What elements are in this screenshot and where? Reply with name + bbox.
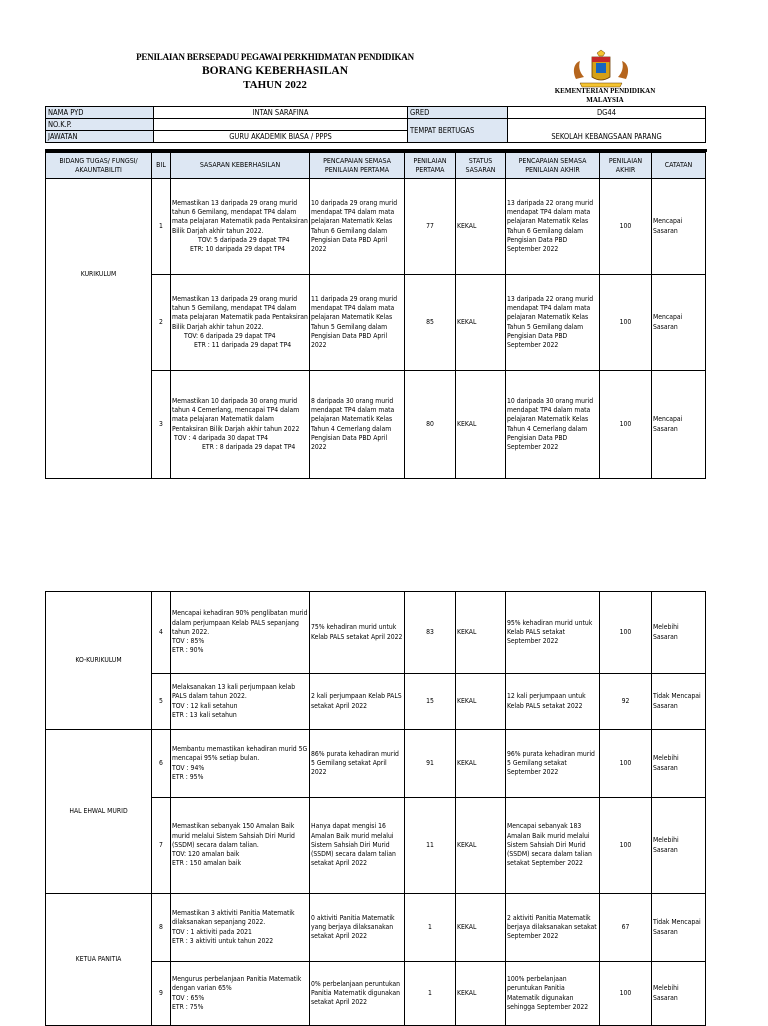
status-cell: KEKAL: [456, 592, 506, 674]
pencapaian-semasa-cell: 86% purata kehadiran murid 5 Gemilang setakat April 2022: [310, 730, 405, 798]
pencapaian-semasa-cell: 10 daripada 29 orang murid mendapat TP4 dalam mata pelajaran Matematik Kelas Tahun 6 Gemilang dalam Pengisian Data PBD April 2022: [310, 179, 405, 275]
penilaian-akhir-cell: 100: [600, 371, 652, 479]
table-row: [46, 894, 706, 962]
pencapaian-akhir-cell: 13 daripada 22 orang murid mendapat TP4 dalam mata pelajaran Matematik Kelas Tahun 6 Gemilang dalam Pengisian Data PBD September 2022: [506, 179, 600, 275]
penilaian-pertama-cell: 85: [405, 275, 456, 371]
jawatan-value: GURU AKADEMIK BIASA / PPPS: [154, 131, 408, 143]
sasaran-cell: Memastikan 3 aktiviti Panitia Matematik dilaksanakan sepanjang 2022. TOV : 1 aktiviti pada 2021 ETR : 3 aktiviti untuk tahun 2022: [171, 894, 310, 962]
pencapaian-akhir-cell: 95% kehadiran murid untuk Kelab PALS setakat September 2022: [506, 592, 600, 674]
table-row: [46, 371, 706, 479]
status-cell: KEKAL: [456, 798, 506, 894]
gred-value: DG44: [508, 107, 706, 119]
penilaian-pertama-cell: 91: [405, 730, 456, 798]
sasaran-cell: Mengurus perbelanjaan Panitia Matematik dengan varian 65% TOV : 65% ETR : 75%: [171, 962, 310, 1026]
bidang-cell: KURIKULUM: [46, 179, 152, 371]
form-year: TAHUN 2022: [243, 79, 307, 91]
catatan-cell: Melebihi Sasaran: [652, 962, 706, 1026]
pencapaian-akhir-cell: 2 aktiviti Panitia Matematik berjaya dilaksanakan setakat September 2022: [506, 894, 600, 962]
catatan-cell: Tidak Mencapai Sasaran: [652, 674, 706, 730]
bil-cell: 6: [152, 730, 171, 798]
penilaian-akhir-cell: 100: [600, 730, 652, 798]
pencapaian-semasa-cell: 0% perbelanjaan peruntukan Panitia Matematik digunakan setakat April 2022: [310, 962, 405, 1026]
staff-info-table: [45, 106, 706, 143]
col-catatan: CATATAN: [652, 153, 706, 179]
table-row: [46, 179, 706, 275]
pencapaian-akhir-cell: 12 kali perjumpaan untuk Kelab PALS setakat 2022: [506, 674, 600, 730]
catatan-cell: Melebihi Sasaran: [652, 730, 706, 798]
penilaian-pertama-cell: 1: [405, 962, 456, 1026]
bil-cell: 9: [152, 962, 171, 1026]
bidang-cell: KETUA PANITIA: [46, 894, 152, 1026]
penilaian-akhir-cell: 67: [600, 894, 652, 962]
catatan-cell: Tidak Mencapai Sasaran: [652, 894, 706, 962]
pencapaian-akhir-cell: Mencapai sebanyak 183 Amalan Baik murid melalui Sistem Sahsiah Diri Murid (SSDM) secara dalam talian setakat September 2022: [506, 798, 600, 894]
sasaran-cell: Melaksanakan 13 kali perjumpaan kelab PALS dalam tahun 2022. TOV : 12 kali setahun ETR : 13 kali setahun: [171, 674, 310, 730]
sasaran-cell: Memastikan 13 daripada 29 orang murid tahun 5 Gemilang, mendapat TP4 dalam mata pelajaran Matematik pada Pentaksiran Bilik Darjah akhir tahun 2022. TOV: 6 daripada 29 dapat TP4 ETR : 11 daripada 29 dapat TP4: [171, 275, 310, 371]
col-pencapaian-akhir: PENCAPAIAN SEMASA PENILAIAN AKHIR: [506, 153, 600, 179]
penilaian-pertama-cell: 80: [405, 371, 456, 479]
bidang-cell-empty: [46, 371, 152, 479]
status-cell: KEKAL: [456, 730, 506, 798]
penilaian-pertama-cell: 11: [405, 798, 456, 894]
col-penilaian-pertama: PENILAIAN PERTAMA: [405, 153, 456, 179]
pencapaian-akhir-cell: 100% perbelanjaan peruntukan Panitia Matematik digunakan sehingga September 2022: [506, 962, 600, 1026]
nama-label: NAMA PYD: [46, 107, 154, 119]
penilaian-pertama-cell: 15: [405, 674, 456, 730]
bil-cell: 1: [152, 179, 171, 275]
pencapaian-semasa-cell: 0 aktiviti Panitia Matematik yang berjaya dilaksanakan setakat April 2022: [310, 894, 405, 962]
kurikulum-table: [45, 152, 706, 479]
table-row: [46, 592, 706, 674]
pencapaian-akhir-cell: 96% purata kehadiran murid 5 Gemilang setakat September 2022: [506, 730, 600, 798]
penilaian-akhir-cell: 100: [600, 275, 652, 371]
gred-label: GRED: [408, 107, 508, 119]
bil-cell: 7: [152, 798, 171, 894]
ministry-name-line2: MALAYSIA: [586, 96, 624, 104]
status-cell: KEKAL: [456, 894, 506, 962]
jawatan-label: JAWATAN: [46, 131, 154, 143]
form-title: BORANG KEBERHASILAN: [201, 65, 348, 77]
ko-kurikulum-table: [45, 591, 706, 1026]
pencapaian-semasa-cell: 2 kali perjumpaan Kelab PALS setakat April 2022: [310, 674, 405, 730]
penilaian-pertama-cell: 77: [405, 179, 456, 275]
bil-cell: 4: [152, 592, 171, 674]
pencapaian-semasa-cell: 8 daripada 30 orang murid mendapat TP4 dalam mata pelajaran Matematik Kelas Tahun 4 Cemerlang dalam Pengisian Data PBD April 2022: [310, 371, 405, 479]
bidang-cell: KO-KURIKULUM: [46, 592, 152, 730]
coat-of-arms-icon: [570, 49, 632, 89]
catatan-cell: Mencapai Sasaran: [652, 275, 706, 371]
pencapaian-semasa-cell: 75% kehadiran murid untuk Kelab PALS setakat April 2022: [310, 592, 405, 674]
bil-cell: 3: [152, 371, 171, 479]
penilaian-akhir-cell: 100: [600, 798, 652, 894]
catatan-cell: Mencapai Sasaran: [652, 371, 706, 479]
ministry-name-line1: KEMENTERIAN PENDIDIKAN: [554, 87, 656, 95]
col-sasaran: SASARAN KEBERHASILAN: [171, 153, 310, 179]
bidang-cell: HAL EHWAL MURID: [46, 730, 152, 894]
nama-value: INTAN SARAFINA: [154, 107, 408, 119]
pencapaian-semasa-cell: 11 daripada 29 orang murid mendapat TP4 dalam mata pelajaran Matematik Kelas Tahun 5 Gemilang dalam Pengisian Data PBD April 2022: [310, 275, 405, 371]
col-bidang: BIDANG TUGAS/ FUNGSI/ AKAUNTABILITI: [46, 153, 152, 179]
status-cell: KEKAL: [456, 962, 506, 1026]
table-row: [46, 730, 706, 798]
status-cell: KEKAL: [456, 179, 506, 275]
penilaian-akhir-cell: 100: [600, 592, 652, 674]
col-bil: BIL: [152, 153, 171, 179]
tempat-value: SEKOLAH KEBANGSAAN PARANG: [508, 119, 706, 143]
sasaran-cell: Mencapai kehadiran 90% penglibatan murid dalam perjumpaan Kelab PALS sepanjang tahun 2022. TOV : 85% ETR : 90%: [171, 592, 310, 674]
col-pencapaian-semasa: PENCAPAIAN SEMASA PENILAIAN PERTAMA: [310, 153, 405, 179]
col-status: STATUS SASARAN: [456, 153, 506, 179]
penilaian-pertama-cell: 83: [405, 592, 456, 674]
sasaran-cell: Memastikan sebanyak 150 Amalan Baik murid melalui Sistem Sahsiah Diri Murid (SSDM) secara dalam talian. TOV: 120 amalan baik ETR : 150 amalan baik: [171, 798, 310, 894]
catatan-cell: Mencapai Sasaran: [652, 179, 706, 275]
sasaran-cell: Membantu memastikan kehadiran murid 5G mencapai 95% setiap bulan. TOV : 94% ETR : 95%: [171, 730, 310, 798]
nokp-label: NO.K.P.: [46, 119, 154, 131]
bil-cell: 5: [152, 674, 171, 730]
bil-cell: 2: [152, 275, 171, 371]
sasaran-cell: Memastikan 10 daripada 30 orang murid tahun 4 Cemerlang, mencapai TP4 dalam mata pelajaran Matematik dalam Pentaksiran Bilik Darjah akhir tahun 2022 TOV : 4 daripada 30 dapat TP4 ETR : 8 daripada 29 dapat TP4: [171, 371, 310, 479]
penilaian-akhir-cell: 100: [600, 962, 652, 1026]
catatan-cell: Melebihi Sasaran: [652, 798, 706, 894]
pencapaian-semasa-cell: Hanya dapat mengisi 16 Amalan Baik murid melalui Sistem Sahsiah Diri Murid (SSDM) secara dalam talian setakat April 2022: [310, 798, 405, 894]
status-cell: KEKAL: [456, 674, 506, 730]
bil-cell: 8: [152, 894, 171, 962]
penilaian-akhir-cell: 92: [600, 674, 652, 730]
catatan-cell: Melebihi Sasaran: [652, 592, 706, 674]
status-cell: KEKAL: [456, 275, 506, 371]
tempat-label: TEMPAT BERTUGAS: [408, 119, 508, 143]
sasaran-cell: Memastikan 13 daripada 29 orang murid tahun 6 Gemilang, mendapat TP4 dalam mata pelajaran Matematik pada Pentaksiran Bilik Darjah akhir tahun 2022. TOV: 5 daripada 29 dapat TP4 ETR: 10 daripada 29 dapat TP4: [171, 179, 310, 275]
col-penilaian-akhir: PENILAIAN AKHIR: [600, 153, 652, 179]
pencapaian-akhir-cell: 10 daripada 30 orang murid mendapat TP4 dalam mata pelajaran Matematik Kelas Tahun 4 Cemerlang dalam Pengisian Data PBD September 2022: [506, 371, 600, 479]
form-header-line1: PENILAIAN BERSEPADU PEGAWAI PERKHIDMATAN PENDIDIKAN: [136, 52, 414, 62]
nokp-value: [154, 119, 408, 131]
penilaian-pertama-cell: 1: [405, 894, 456, 962]
penilaian-akhir-cell: 100: [600, 179, 652, 275]
pencapaian-akhir-cell: 13 daripada 22 orang murid mendapat TP4 dalam mata pelajaran Matematik Kelas Tahun 5 Gemilang dalam Pengisian Data PBD September 2022: [506, 275, 600, 371]
status-cell: KEKAL: [456, 371, 506, 479]
